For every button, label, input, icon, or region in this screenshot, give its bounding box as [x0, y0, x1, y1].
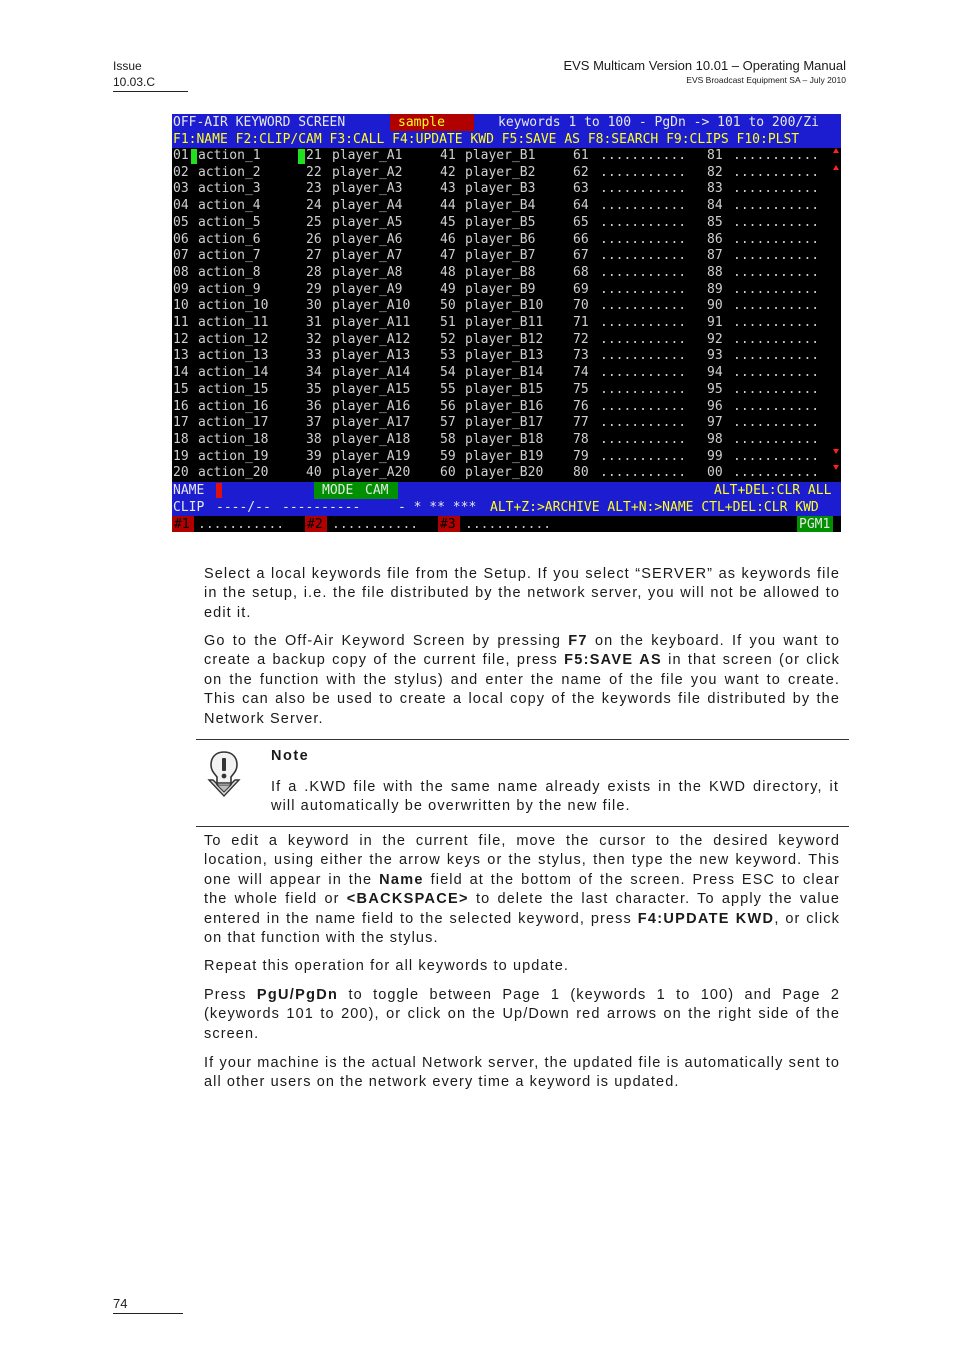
keyword-number: 21 — [306, 148, 322, 163]
slot2-label: #2 — [307, 517, 323, 532]
keyword-number: 92 — [707, 331, 723, 347]
p3-key-backspace: <BACKSPACE> — [346, 891, 469, 908]
keyword-number: 98 — [707, 431, 723, 447]
keyword-cell[interactable]: ........... — [733, 298, 820, 314]
note-icon — [205, 750, 243, 798]
keyword-number: 18 — [173, 431, 189, 447]
keyword-cell[interactable]: player_A14 — [332, 365, 411, 381]
keyword-number: 44 — [440, 198, 456, 214]
keyword-number: 07 — [173, 248, 189, 264]
keyword-cell[interactable]: action_17 — [198, 415, 269, 431]
keyword-cell[interactable]: action_6 — [198, 231, 261, 247]
keyword-number: 37 — [306, 415, 322, 431]
keyword-cell[interactable]: ........... — [733, 231, 820, 247]
slots-bar — [172, 516, 841, 532]
keyword-number: 25 — [306, 214, 322, 230]
keyword-number: 51 — [440, 315, 456, 330]
cell-cursor-marker — [298, 149, 305, 164]
keyword-cell[interactable]: ........... — [600, 465, 687, 481]
keyword-number: 72 — [573, 331, 589, 347]
keyword-number: 93 — [707, 348, 723, 364]
table-row — [172, 415, 841, 432]
issue-block — [113, 58, 188, 92]
keyword-number: 11 — [173, 315, 189, 330]
publisher: EVS Broadcast Equipment SA – July 2010 — [686, 75, 846, 85]
keyword-cell[interactable]: player_B15 — [465, 381, 544, 397]
keyword-cell[interactable]: ........... — [733, 331, 820, 347]
screen-title: OFF-AIR KEYWORD SCREEN — [173, 115, 346, 130]
p2-key-save-as: F5:SAVE AS — [564, 652, 662, 669]
keyword-number: 90 — [707, 298, 723, 314]
keyword-number: 82 — [707, 164, 723, 180]
keyword-cell[interactable]: player_A15 — [332, 381, 411, 397]
page-info: keywords 1 to 100 - PgDn -> 101 to 200/Zi — [498, 115, 819, 130]
keyword-number: 46 — [440, 231, 456, 247]
keyword-cell[interactable]: action_9 — [198, 281, 261, 297]
keyword-cell[interactable]: action_15 — [198, 381, 269, 397]
keyword-cell[interactable]: player_B5 — [465, 214, 536, 230]
keyword-number: 38 — [306, 431, 322, 447]
keyword-cell[interactable]: player_A5 — [332, 214, 403, 230]
keyword-number: 91 — [707, 315, 723, 330]
keyword-cell[interactable]: player_A16 — [332, 398, 411, 414]
clip-value[interactable]: ----/-- — [216, 500, 271, 515]
keyword-cell[interactable]: ........... — [600, 231, 687, 247]
keyword-number: 02 — [173, 164, 189, 180]
keyword-number: 17 — [173, 415, 189, 431]
keyword-cell[interactable]: action_13 — [198, 348, 269, 364]
p5-key-pgu-pgdn: PgU/PgDn — [256, 987, 339, 1003]
keyword-cell[interactable]: player_A2 — [332, 164, 403, 180]
keyword-number: 54 — [440, 365, 456, 381]
keyword-number: 40 — [306, 465, 322, 481]
name-cursor[interactable] — [216, 483, 222, 498]
issue-number: 10.03.C — [113, 75, 156, 89]
keyword-number: 10 — [173, 298, 189, 314]
keyword-number: 69 — [573, 281, 589, 297]
keyword-cell[interactable]: action_4 — [198, 198, 261, 214]
table-row — [172, 465, 841, 482]
clip-bar — [172, 499, 841, 516]
keyword-cell[interactable]: ........... — [733, 448, 820, 464]
keyword-cell[interactable]: ........... — [733, 348, 820, 364]
table-row — [172, 382, 841, 399]
keyword-number: 66 — [573, 231, 589, 247]
keyword-cell[interactable]: ........... — [733, 148, 820, 163]
keyword-number: 64 — [573, 198, 589, 214]
issue-label: Issue — [113, 59, 142, 73]
keyword-cell[interactable]: player_B10 — [465, 298, 544, 314]
table-row — [172, 215, 841, 232]
table-row — [172, 449, 841, 466]
keyword-number: 62 — [573, 164, 589, 180]
wildcards: - * ** *** — [398, 500, 477, 515]
table-row — [172, 432, 841, 449]
screen-title-bar — [172, 114, 841, 131]
keyword-number: 87 — [707, 248, 723, 264]
keyword-cell[interactable]: player_A6 — [332, 231, 403, 247]
keyword-cell[interactable]: player_B16 — [465, 398, 544, 414]
keyword-cell[interactable]: player_B20 — [465, 465, 544, 481]
keyword-cell[interactable]: ........... — [733, 315, 820, 330]
keyword-number: 63 — [573, 181, 589, 197]
keyword-cell[interactable]: ........... — [600, 381, 687, 397]
keyword-number: 24 — [306, 198, 322, 214]
keyword-number: 27 — [306, 248, 322, 264]
keyword-number: 88 — [707, 264, 723, 280]
keyword-number: 52 — [440, 331, 456, 347]
keyword-number: 31 — [306, 315, 322, 330]
keyword-cell[interactable]: ........... — [600, 348, 687, 364]
keyword-cell[interactable]: player_B17 — [465, 415, 544, 431]
keyword-number: 76 — [573, 398, 589, 414]
mode-value: CAM — [365, 483, 389, 498]
keyword-cell[interactable]: action_3 — [198, 181, 261, 197]
keyword-cell[interactable]: action_20 — [198, 465, 269, 481]
keyword-cell[interactable]: action_14 — [198, 365, 269, 381]
p2-key-f7: F7 — [568, 633, 588, 649]
note-bottom-rule — [196, 826, 849, 827]
paragraph-edit-keyword — [204, 832, 840, 948]
function-keys[interactable]: F1:NAME F2:CLIP/CAM F3:CALL F4:UPDATE KWD F5:SAVE AS F8:SEARCH F9:CLIPS F10:PLST — [173, 132, 800, 147]
keyword-number: 99 — [707, 448, 723, 464]
file-name: sample — [398, 115, 445, 130]
note-top-rule — [196, 739, 849, 740]
keyword-number: 12 — [173, 331, 189, 347]
keyword-cell[interactable]: action_11 — [198, 315, 269, 330]
slot3-label: #3 — [440, 517, 456, 532]
cell-cursor-marker — [191, 149, 197, 164]
keyword-cell[interactable]: player_B6 — [465, 231, 536, 247]
keyword-cell[interactable]: player_A11 — [332, 315, 411, 330]
keyword-number: 56 — [440, 398, 456, 414]
keyword-cell[interactable]: ........... — [600, 164, 687, 180]
keyword-number: 84 — [707, 198, 723, 214]
keyword-number: 71 — [573, 315, 589, 330]
table-row — [172, 181, 841, 198]
keyword-cell[interactable]: ........... — [600, 214, 687, 230]
keyword-cell[interactable]: ........... — [733, 398, 820, 414]
keyword-cell[interactable]: action_2 — [198, 164, 261, 180]
keyword-cell[interactable]: ........... — [600, 198, 687, 214]
keyword-cell[interactable]: player_B8 — [465, 264, 536, 280]
p5-text-a: Press — [204, 987, 257, 1003]
keyword-number: 95 — [707, 381, 723, 397]
keyword-cell[interactable]: player_B2 — [465, 164, 536, 180]
table-row — [172, 248, 841, 265]
keyword-number: 86 — [707, 231, 723, 247]
shortcuts: ALT+Z:>ARCHIVE ALT+N:>NAME CTL+DEL:CLR KWD — [490, 500, 819, 515]
keyword-cell[interactable]: action_16 — [198, 398, 269, 414]
keyword-number: 57 — [440, 415, 456, 431]
keyword-cell[interactable]: action_7 — [198, 248, 261, 264]
p2-text-c: in that screen (or click on the function with the stylus) and enter the name of the file you want to create. This can also be used to create a local copy of the keywords file distributed by the Network Server. — [204, 652, 840, 727]
keyword-cell[interactable]: player_B3 — [465, 181, 536, 197]
clear-all-shortcut: ALT+DEL:CLR ALL — [714, 483, 832, 498]
keyword-number: 49 — [440, 281, 456, 297]
keyword-number: 75 — [573, 381, 589, 397]
keyword-number: 00 — [707, 465, 723, 481]
keyword-cell[interactable]: player_B4 — [465, 198, 536, 214]
keyword-number: 20 — [173, 465, 189, 481]
manual-title: EVS Multicam Version 10.01 – Operating Manual — [563, 58, 846, 73]
keyword-number: 50 — [440, 298, 456, 314]
keyword-number: 05 — [173, 214, 189, 230]
keyword-number: 15 — [173, 381, 189, 397]
keyword-number: 14 — [173, 365, 189, 381]
table-row — [172, 332, 841, 349]
table-row — [172, 315, 841, 332]
keyword-number: 42 — [440, 164, 456, 180]
keyword-number: 03 — [173, 181, 189, 197]
keyword-cell[interactable]: ........... — [733, 181, 820, 197]
keyword-number: 30 — [306, 298, 322, 314]
note-title: Note — [271, 748, 310, 764]
keyword-cell[interactable]: player_B9 — [465, 281, 536, 297]
p3-text-d: , or click on that function with the stylus. — [204, 910, 840, 947]
slot2-value: ........... — [332, 517, 419, 532]
keyword-cell[interactable]: ........... — [600, 264, 687, 280]
keyword-number: 77 — [573, 415, 589, 431]
p3-key-name: Name — [379, 871, 424, 888]
keyword-number: 36 — [306, 398, 322, 414]
keyword-cell[interactable]: ........... — [600, 431, 687, 447]
p3-text-b: field at the bottom of the screen. Press ESC to clear the whole field or — [204, 871, 840, 908]
p2-text-a: Go to the Off-Air Keyword Screen by pressing — [204, 633, 569, 649]
paragraph-page-toggle — [204, 986, 840, 1044]
keyword-cell[interactable]: player_A10 — [332, 298, 411, 314]
keyword-cell[interactable]: player_B11 — [465, 315, 544, 330]
paragraph-repeat: Repeat this operation for all keywords to update. — [204, 958, 570, 974]
keyword-number: 96 — [707, 398, 723, 414]
keyword-number: 06 — [173, 231, 189, 247]
table-row — [172, 298, 841, 315]
keyword-number: 47 — [440, 248, 456, 264]
keyword-number: 48 — [440, 264, 456, 280]
keyword-cell[interactable]: player_B12 — [465, 331, 544, 347]
keyword-number: 45 — [440, 214, 456, 230]
keyword-number: 39 — [306, 448, 322, 464]
keyword-cell[interactable]: action_18 — [198, 431, 269, 447]
keyword-number: 33 — [306, 348, 322, 364]
keyword-number: 94 — [707, 365, 723, 381]
p3-text-c: to delete the last character. To apply the value entered in the name field to the selected keyword, press — [204, 891, 840, 927]
mode-label: MODE — [322, 483, 354, 498]
p3-key-update: F4:UPDATE KWD — [637, 910, 775, 927]
keyword-cell[interactable]: ........... — [600, 331, 687, 347]
keyword-cell[interactable]: player_A1 — [332, 148, 403, 163]
clip-label: CLIP — [173, 500, 205, 515]
p2-text-b: on the keyboard. If you want to create a backup copy of the current file, press — [204, 633, 840, 669]
keyword-number: 80 — [573, 465, 589, 481]
keyword-number: 74 — [573, 365, 589, 381]
keyword-cell[interactable]: player_A9 — [332, 281, 403, 297]
paragraph-off-air-screen — [204, 632, 840, 729]
keyword-cell[interactable]: ........... — [600, 365, 687, 381]
keyword-cell[interactable]: ........... — [600, 315, 687, 330]
keyword-number: 26 — [306, 231, 322, 247]
keyword-number: 16 — [173, 398, 189, 414]
keyword-cell[interactable]: ........... — [600, 181, 687, 197]
keyword-cell[interactable]: ........... — [733, 415, 820, 431]
keyword-cell[interactable]: player_B18 — [465, 431, 544, 447]
function-key-bar — [172, 131, 841, 148]
keyword-cell[interactable]: ........... — [733, 214, 820, 230]
page-down-arrow-icon[interactable] — [833, 449, 839, 454]
keyword-screen — [172, 114, 841, 532]
keyword-number: 29 — [306, 281, 322, 297]
keyword-cell[interactable]: ........... — [733, 365, 820, 381]
keyword-number: 58 — [440, 431, 456, 447]
keyword-number: 97 — [707, 415, 723, 431]
page-up-arrow-icon[interactable] — [833, 165, 839, 170]
keyword-number: 81 — [707, 148, 723, 163]
keyword-cell[interactable]: player_A7 — [332, 248, 403, 264]
table-row — [172, 165, 841, 182]
keyword-cell[interactable]: action_8 — [198, 264, 261, 280]
keyword-cell[interactable]: player_A18 — [332, 431, 411, 447]
table-row — [172, 198, 841, 215]
keyword-number: 67 — [573, 248, 589, 264]
keyword-number: 19 — [173, 448, 189, 464]
manual-header — [563, 58, 846, 86]
keyword-cell[interactable]: ........... — [733, 381, 820, 397]
name-label: NAME — [173, 483, 205, 498]
keyword-cell[interactable]: action_12 — [198, 331, 269, 347]
keyword-cell[interactable]: player_B7 — [465, 248, 536, 264]
keyword-number: 78 — [573, 431, 589, 447]
keyword-cell[interactable]: ........... — [600, 248, 687, 264]
keyword-number: 59 — [440, 448, 456, 464]
keyword-number: 35 — [306, 381, 322, 397]
keyword-cell[interactable]: ........... — [600, 281, 687, 297]
p5-text-b: to toggle between Page 1 (keywords 1 to 100) and Page 2 (keywords 101 to 200), or click on the Up/Down red arrows on the right side of the screen. — [204, 987, 840, 1042]
keyword-number: 70 — [573, 298, 589, 314]
keyword-number: 01 — [173, 148, 189, 163]
keyword-number: 68 — [573, 264, 589, 280]
clip-dashes: ---------- — [282, 500, 361, 515]
keyword-cell[interactable]: player_B13 — [465, 348, 544, 364]
keyword-number: 89 — [707, 281, 723, 297]
keyword-cell[interactable]: player_B14 — [465, 365, 544, 381]
keyword-number: 85 — [707, 214, 723, 230]
keyword-number: 23 — [306, 181, 322, 197]
table-row — [172, 282, 841, 299]
keyword-cell[interactable]: ........... — [733, 465, 820, 481]
keyword-number: 60 — [440, 465, 456, 481]
keyword-number: 22 — [306, 164, 322, 180]
keyword-cell[interactable]: ........... — [733, 198, 820, 214]
name-bar — [172, 482, 841, 499]
keyword-number: 08 — [173, 264, 189, 280]
slot1-value: ........... — [198, 517, 285, 532]
table-row — [172, 148, 841, 165]
page-down-arrow-icon[interactable] — [833, 465, 839, 470]
keyword-number: 73 — [573, 348, 589, 364]
keyword-cell[interactable]: player_A19 — [332, 448, 411, 464]
keyword-cell[interactable]: ........... — [733, 264, 820, 280]
keyword-cell[interactable]: ........... — [733, 248, 820, 264]
keyword-cell[interactable]: ........... — [600, 398, 687, 414]
keyword-cell[interactable]: player_A13 — [332, 348, 411, 364]
keyword-cell[interactable]: ........... — [600, 415, 687, 431]
keyword-number: 09 — [173, 281, 189, 297]
keyword-cell[interactable]: player_B1 — [465, 148, 536, 163]
keyword-number: 65 — [573, 214, 589, 230]
keyword-number: 34 — [306, 365, 322, 381]
keyword-number: 79 — [573, 448, 589, 464]
keyword-number: 61 — [573, 148, 589, 163]
paragraph-setup: Select a local keywords file from the Setup. If you select “SERVER” as keywords file in the setup, i.e. the file distributed by the network server, you will not be allowed to edit it. — [204, 566, 840, 621]
page-up-arrow-icon[interactable] — [833, 148, 839, 153]
keyword-number: 41 — [440, 148, 456, 163]
keyword-number: 43 — [440, 181, 456, 197]
page-number: 74 — [113, 1296, 183, 1314]
keyword-cell[interactable]: ........... — [733, 281, 820, 297]
keyword-cell[interactable]: ........... — [600, 298, 687, 314]
keyword-cell[interactable]: action_10 — [198, 298, 269, 314]
keyword-cell[interactable]: player_A20 — [332, 465, 411, 481]
keyword-number: 55 — [440, 381, 456, 397]
keyword-number: 28 — [306, 264, 322, 280]
keyword-cell[interactable]: action_19 — [198, 448, 269, 464]
table-row — [172, 399, 841, 416]
keyword-cell[interactable]: player_A4 — [332, 198, 403, 214]
slot1-label: #1 — [174, 517, 190, 532]
keyword-number: 04 — [173, 198, 189, 214]
p3-text-a: To edit a keyword in the current file, move the cursor to the desired keyword location, using either the arrow keys or the stylus, then type the new keyword. This one will appear in the — [204, 833, 840, 888]
pgm-label: PGM1 — [799, 517, 831, 532]
table-row — [172, 365, 841, 382]
table-row — [172, 265, 841, 282]
keyword-number: 32 — [306, 331, 322, 347]
keyword-number: 53 — [440, 348, 456, 364]
keyword-cell[interactable]: player_B19 — [465, 448, 544, 464]
table-row — [172, 232, 841, 249]
paragraph-network-server: If your machine is the actual Network server, the updated file is automatically sent to all other users on the network every time a keyword is updated. — [204, 1055, 840, 1091]
keyword-cell[interactable]: player_A17 — [332, 415, 411, 431]
keyword-number: 13 — [173, 348, 189, 364]
keyword-cell[interactable]: ........... — [600, 448, 687, 464]
keyword-cell[interactable]: action_5 — [198, 214, 261, 230]
keyword-cell[interactable]: player_A3 — [332, 181, 403, 197]
keyword-cell[interactable]: ........... — [733, 164, 820, 180]
note-text: If a .KWD file with the same name already exists in the KWD directory, it will automatically be overwritten by the new file. — [271, 779, 839, 815]
keyword-cell[interactable]: player_A8 — [332, 264, 403, 280]
keyword-cell[interactable]: action_1 — [198, 148, 261, 163]
slot3-value: ........... — [465, 517, 552, 532]
keyword-number: 83 — [707, 181, 723, 197]
table-row — [172, 348, 841, 365]
keyword-cell[interactable]: player_A12 — [332, 331, 411, 347]
keyword-cell[interactable]: ........... — [600, 148, 687, 163]
keyword-cell[interactable]: ........... — [733, 431, 820, 447]
